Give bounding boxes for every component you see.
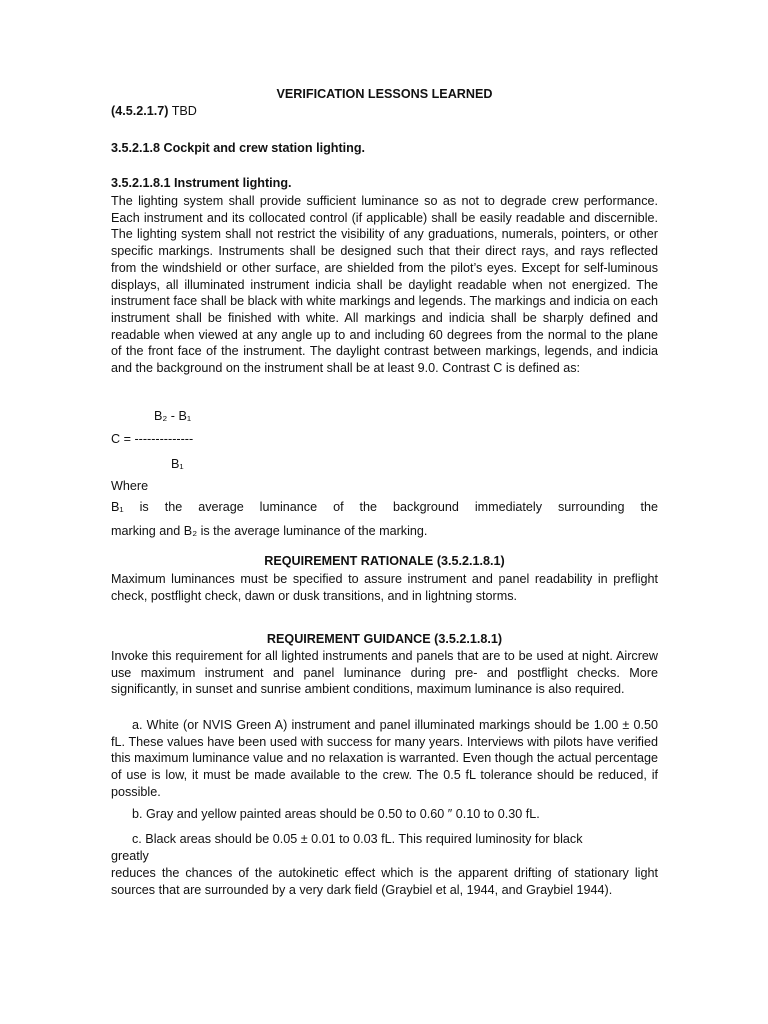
instrument-lighting-paragraph: The lighting system shall provide sufficient luminance so as not to degrade crew performance. Each instrument and its collocated control (if applicable) shall be easily readable and discernible. The lighting system shall not restrict the visibility of any graduations, numerals, pointers, or other specific markings. Instruments shall be designed such that their direct rays, and rays reflected from the windshield or other surface, are shielded from the pilot’s eyes. Except for self-luminous displays, all illuminated instrument indicia shall be daylight readable when not energized. The instrument face shall be black with white markings and legends. The markings and indicia on each instrument shall be finished with white. All markings and indicia shall be sharply defined and readable when viewed at any angle up to and including 60 degrees from the normal to the plane of the front face of the instrument. The daylight contrast between markings, legends, and indicia and the background on the instrument shall be at least 9.0. Contrast C is defined as: [111, 194, 658, 376]
reference-number: (4.5.2.1.7) [111, 104, 169, 118]
reference-line [111, 103, 197, 119]
guidance-item-a: a. White (or NVIS Green A) instrument and panel illuminated markings should be 1.00 ± 0.50 fL. These values have been used with success for many years. Interviews with pilots have verified this maximum luminance value and no relaxation is warranted. Even though the actual percentage of use is low, it must be made available to the crew. The 0.5 fL tolerance should be reduced, if possible. [111, 718, 658, 799]
where-definition-line2: marking and B₂ is the average luminance of the marking. [111, 524, 428, 538]
guidance-paragraph: Invoke this requirement for all lighted instruments and panels that are to be used at night. Aircrew use maximum instrument and panel luminance during pre- and postflight checks. More significantly, in sunset and sunrise ambient conditions, maximum luminance is also required. [111, 649, 658, 697]
formula-denominator: B₁ [171, 457, 184, 471]
guidance-item-c-paragraph: reduces the chances of the autokinetic effect which is the apparent drifting of stationary light sources that are surrounded by a very dark field (Graybiel et al, 1944, and Graybiel 1944). [111, 866, 658, 897]
where-label: Where [111, 479, 149, 493]
where-definition-line1: B₁ is the average luminance of the background immediately surrounding the [111, 500, 658, 514]
rationale-paragraph: Maximum luminances must be specified to assure instrument and panel readability in preflight check, postflight check, dawn or dusk transitions, and in lightning storms. [111, 572, 658, 603]
rationale-heading: REQUIREMENT RATIONALE (3.5.2.1.8.1) [264, 554, 505, 568]
reference-status: TBD [171, 104, 197, 118]
formula-lhs: C = -------------- [111, 432, 194, 446]
subsection-heading: 3.5.2.1.8.1 Instrument lighting. [111, 176, 292, 190]
guidance-item-c-line1: c. Black areas should be 0.05 ± 0.01 to 0.03 fL. This required luminosity for black [132, 832, 583, 846]
section-heading: 3.5.2.1.8 Cockpit and crew station lighting. [111, 141, 366, 155]
formula-numerator: B₂ - B₁ [154, 409, 192, 423]
page-title: VERIFICATION LESSONS LEARNED [276, 87, 493, 101]
guidance-heading: REQUIREMENT GUIDANCE (3.5.2.1.8.1) [266, 632, 503, 646]
guidance-item-c-line2: greatly [111, 849, 149, 863]
guidance-item-b: b. Gray and yellow painted areas should be 0.50 to 0.60 ″ 0.10 to 0.30 fL. [132, 807, 540, 821]
